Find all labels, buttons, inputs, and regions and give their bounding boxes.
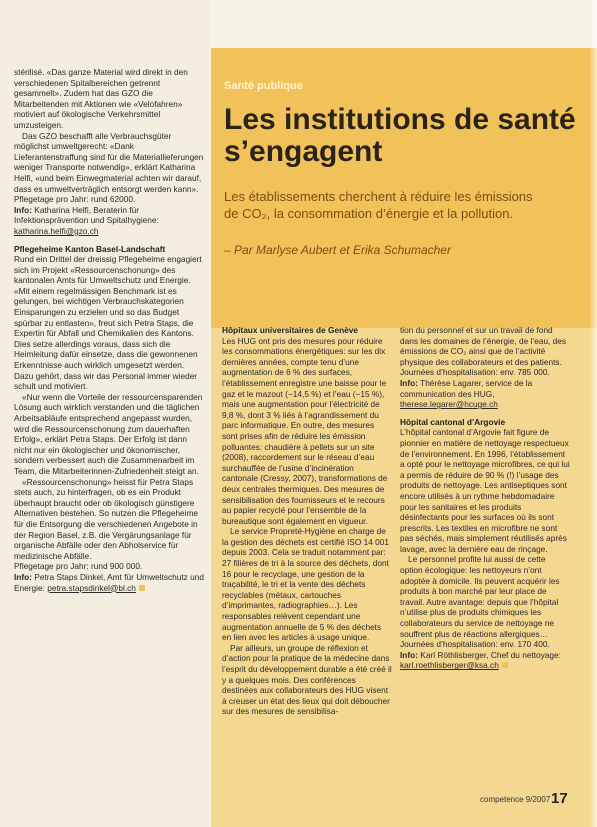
end-square-icon — [502, 662, 508, 668]
article-author: – Par Marlyse Aubert et Erika Schumacher — [224, 243, 451, 257]
page-number: 17 — [551, 790, 568, 807]
end-square-icon — [139, 585, 145, 591]
right-paragraph-2: L’hôpital cantonal d’Argovie fait figure de pionnier en matière de nettoyage respectueux de l’environnement. En 1996, l’établissement a opté pour le nettoyage microfibres, ce qui lui a permis de réduire de 90 % (!) l’usage des produits de nettoyage. Les antiseptiques sont encore utilisés à un rythme hebdomadaire pour les sanitaires et les produits désinfectants pour les surfaces où ils sont prescrits. Les textiles en microfibre ne sont pas séchés, mais simplement réutilisés après lavage, avec la dernière eau de rinçage. — [400, 427, 570, 554]
info-label: Info: — [400, 377, 418, 388]
left-info-1 — [14, 205, 204, 237]
info-text: Thérèse Lagarer, service de la communication des HUG, — [400, 377, 533, 399]
info-label: Info: — [400, 649, 418, 660]
email-link[interactable]: karl.roethlisberger@ksa.ch — [400, 660, 499, 671]
lead-line-2: de CO₂, la consommation d’énergie et la pollution. — [224, 206, 514, 221]
info-text: Karl Röthlisberger, Chef du nettoyage: — [420, 649, 561, 660]
section-heading: Pflegeheime Kanton Basel-Landschaft — [14, 243, 166, 254]
email-link[interactable]: therese.legarer@hcuge.ch — [400, 399, 498, 410]
left-paragraph-5: «Ressourcenschonung» heisst für Petra Staps stets auch, zu hinterfragen, ob es ein Produkt überhaupt braucht oder ob ökologisch günstigere Alternativen bestehen. So nutzen die Pflegeheime für die Entsorgung die verschiedenen Angebote in der Region Basel, z.B. die Vergärungsanlage für organische Abfälle oder den Abholservice für medizinische Abfälle. — [14, 476, 199, 561]
right-info-1 — [400, 378, 570, 410]
article-title: Les institutions de santé s’engagent — [224, 103, 576, 168]
mid-paragraph-1: Les HUG ont pris des mesures pour réduire les consommations énergétiques: sur les dix dernières années, compte tenu d’une augmentation de 6 % des surfaces, l’établissement enregistre une baisse pour le gaz et le mazout (−14,5 %) et l’eau (−15 %), mais une augmentation pour l’électricité de 9,8 %, dont 3 % liés à l’agrandissement du parc informatique. En outre, des mesures sont prises afin de réduire les émission polluantes: chaudière à pellets sur un site (2008), raccordement sur le réseau d’eau surchauffée de l’usine d’incinération cantonale (Cressy, 2007), transformations de deux centrales thermiques. Des mesures de sensibilisation des fournisseurs et le recours au papier recyclé pour l’ensemble de la bureautique sont également en vigueur. — [222, 335, 388, 526]
left-paragraph-1: stérilisé. «Das ganze Material wird direkt in den verschiedenen Spitalbereichen getrennt gesammelt». Zudem hat das GZO die Mitarbeitenden mit Aktionen wie «Velofahren» motiviert auf ökologische Verkehrsmittel umzusteigen. — [14, 67, 188, 130]
lead-line-1: Les établissements cherchent à réduire les émissions — [224, 189, 533, 204]
left-paragraph-5b: Pflegetage pro Jahr: rund 900 000. — [14, 561, 143, 572]
right-paragraph-1: tion du personnel et sur un travail de fond dans les domaines de l’énergie, de l’eau, des émissions de CO₂ ainsi que de l’activité physique des collaborateurs et des patients. Journées d’hospitalisation: env. 785 000. — [400, 325, 567, 378]
scan-edge-shade — [589, 0, 597, 827]
right-info-2 — [400, 650, 570, 671]
article-kicker: Santé publique — [224, 80, 303, 92]
section-heading: Hôpital cantonal d’Argovie — [400, 416, 506, 427]
right-text-column — [400, 325, 570, 671]
article-header-panel — [211, 48, 597, 328]
info-label: Info: — [14, 571, 32, 582]
article-lead — [224, 188, 589, 222]
left-paragraph-4: «Nur wenn die Vorteile der ressourcensparenden Lösung auch wirklich verstanden und die täglichen Arbeitsabläufe entsprechend angepasst wurden, wird die Ressourcenschonung zum dauerhaften Erfolg», erklärt Petra Staps. Der Erfolg ist dann nicht nur ein ökologischer und ökonomischer, sondern verbessert auch die Zusammenarbeit im Team, die Mitarbeiterinnen-Zufriedenheit steigt an. — [14, 391, 203, 476]
middle-text-column — [222, 325, 392, 717]
right-paragraph-3: Le personnel profite lui aussi de cette option écologique: les nettoyeurs n’ont adoptée à domicile. Ils peuvent acquérir les produits à bon marché par leur place de travail. Autre avantage: depuis que l’hôpital n’utilise plus de produits chimiques les collaborateurs du service de nettoyage ne souffrent plus de réactions allergiques… Journées d’hospitalisation: env. 170 400. — [400, 554, 560, 650]
left-text-column — [14, 67, 204, 593]
mid-paragraph-3: Par ailleurs, un groupe de réflexion et d’action pour la pratique de la médecine dans l’esprit du développement durable a été créé il y a quelques mois. Des conférences destinées aux collaborateurs des HUG visent à creuser un état des lieux qui doit déboucher sur des mesures de sensibilisa- — [222, 642, 392, 717]
mid-paragraph-2: Le service Propreté-Hygiène en charge de la gestion des déchets est certifié ISO 14 001 depuis 2003. Cela se traduit notamment par: 27 filières de tri à la source des déchets, dont 16 pour le recyclage, une gestion de la traçabilité, le tri et la vente des déchets recyclables (métaux, cartouches d’imprimantes, radiographies…). Les responsables relèvent cependant une augmentation annuelle de 5 % des déchets en lien avec les articles à usage unique. — [222, 526, 389, 643]
info-label: Info: — [14, 204, 32, 215]
section-heading: Hôpitaux universitaires de Genève — [222, 325, 359, 335]
magazine-issue: competence 9/2007 — [480, 795, 551, 804]
email-link[interactable]: katharina.helfi@gzo.ch — [14, 225, 99, 236]
email-link[interactable]: petra.stapsdinkel@bl.ch — [47, 582, 136, 593]
left-info-2 — [14, 572, 204, 593]
info-text: Petra Staps Dinkel, Amt für Umweltschutz und Energie: — [14, 571, 204, 593]
left-paragraph-3: Rund ein Drittel der dreissig Pflegeheime engagiert sich im Projekt «Ressourcenschonung» des kantonalen Amts für Umweltschutz und Energie. «Mit einem regelmässigen Benchmark ist es gelungen, bei wichtigen Verbrauchskategorien Einsparungen zu erzielen und so das Budget spürbar zu entlasten», freut sich Petra Staps, die Expertin für Abfall und Chemikalien des Kantons. Dies setze allerdings voraus, dass sich die Heimleitung dafür einsetze, dass die gewonnenen Erkenntnisse auch wirklich umgesetzt werden. Dazu gehört, dass wir das Personal immer wieder schult und motiviert. — [14, 254, 202, 392]
info-text: Katharina Helfi, Beraterin für Infektionsprävention und Spitalhygiene: — [14, 204, 159, 226]
left-paragraph-2: Das GZO beschafft alle Verbrauchsgüter möglichst umweltgerecht: «Dank Lieferantenstraffung sind für die Materiallieferungen weniger Transporte notwendig», erklärt Katharina Helfi, «und beim Einwegmaterial achten wir darauf, dass es umweltverträglich entsorgt werden kann». Pflegetage pro Jahr: rund 62000. — [14, 130, 204, 205]
